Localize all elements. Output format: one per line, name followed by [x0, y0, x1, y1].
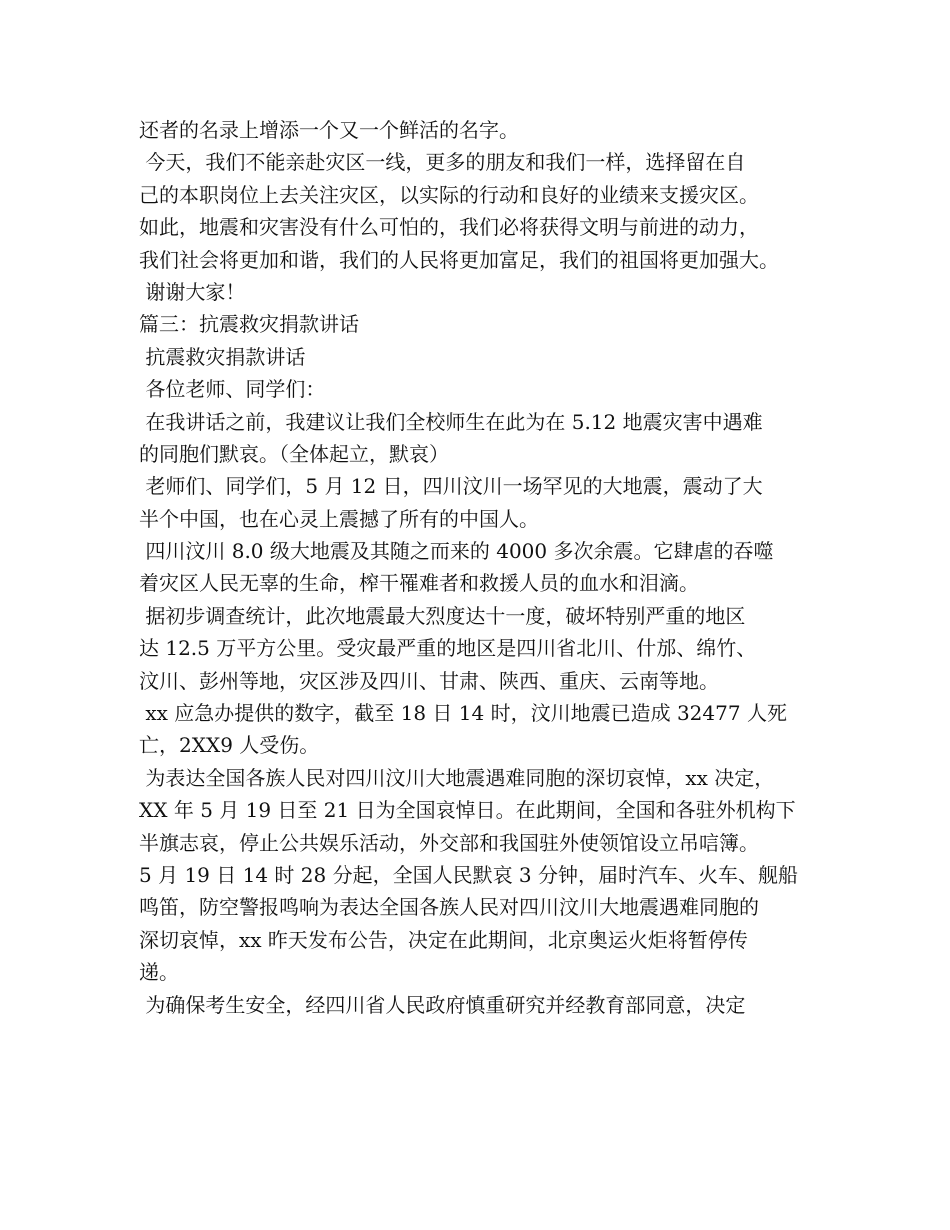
text-line: 己的本职岗位上去关注灾区，以实际的行动和良好的业绩来支援灾区。 — [139, 182, 759, 207]
text-line: 亡，2XX9 人受伤。 — [139, 733, 320, 758]
text-line: 谢谢大家！ — [139, 279, 246, 304]
text-line: 四川汶川 8.0 级大地震及其随之而来的 4000 多次余震。它肆虐的吞噬 — [139, 539, 774, 564]
text-line: 鸣笛，防空警报鸣响为表达全国各族人民对四川汶川大地震遇难同胞的 — [139, 895, 759, 920]
text-line: 为确保考生安全，经四川省人民政府慎重研究并经教育部同意，决定 — [139, 992, 746, 1017]
text-line: 据初步调查统计，此次地震最大烈度达十一度，破坏特别严重的地区 — [139, 603, 746, 628]
text-line: 半旗志哀，停止公共娱乐活动，外交部和我国驻外使领馆设立吊唁簿。 — [139, 830, 759, 855]
text-line: 各位老师、同学们： — [139, 377, 326, 402]
text-line: 着灾区人民无辜的生命，榨干罹难者和救援人员的血水和泪滴。 — [139, 571, 699, 596]
text-line: 的同胞们默哀。（全体起立，默哀） — [139, 441, 449, 466]
text-line: 5 月 19 日 14 时 28 分起，全国人民默哀 3 分钟，届时汽车、火车、舰船 — [139, 862, 799, 887]
text-line: 老师们、同学们，5 月 12 日，四川汶川一场罕见的大地震，震动了大 — [139, 474, 763, 499]
text-line: 达 12.5 万平方公里。受灾最严重的地区是四川省北川、什邡、绵竹、 — [139, 636, 757, 661]
text-line: 半个中国，也在心灵上震撼了所有的中国人。 — [139, 506, 539, 531]
text-line: 为表达全国各族人民对四川汶川大地震遇难同胞的深切哀悼，xx 决定， — [139, 765, 775, 790]
text-line: 如此，地震和灾害没有什么可怕的，我们必将获得文明与前进的动力， — [139, 215, 759, 240]
text-line: xx 应急办提供的数字，截至 18 日 14 时，汶川地震已造成 32477 人死 — [139, 701, 787, 726]
text-line: 篇三：抗震救灾捐款讲话 — [139, 312, 359, 337]
text-line: 抗震救灾捐款讲话 — [139, 344, 306, 369]
text-line: 今天，我们不能亲赴灾区一线，更多的朋友和我们一样，选择留在自 — [139, 150, 746, 175]
text-line: 汶川、彭州等地，灾区涉及四川、甘肃、陕西、重庆、云南等地。 — [139, 668, 719, 693]
document-body — [139, 114, 829, 1021]
text-line: 在我讲话之前，我建议让我们全校师生在此为在 5.12 地震灾害中遇难 — [139, 409, 763, 434]
text-line: 我们社会将更加和谐，我们的人民将更加富足，我们的祖国将更加强大。 — [139, 247, 779, 272]
text-line: 还者的名录上增添一个又一个鲜活的名字。 — [139, 118, 519, 142]
text-line: XX 年 5 月 19 日至 21 日为全国哀悼日。在此期间，全国和各驻外机构下 — [139, 798, 796, 823]
text-line: 深切哀悼，xx 昨天发布公告，决定在此期间，北京奥运火炬将暂停传 — [139, 927, 748, 952]
text-line: 递。 — [139, 960, 179, 985]
